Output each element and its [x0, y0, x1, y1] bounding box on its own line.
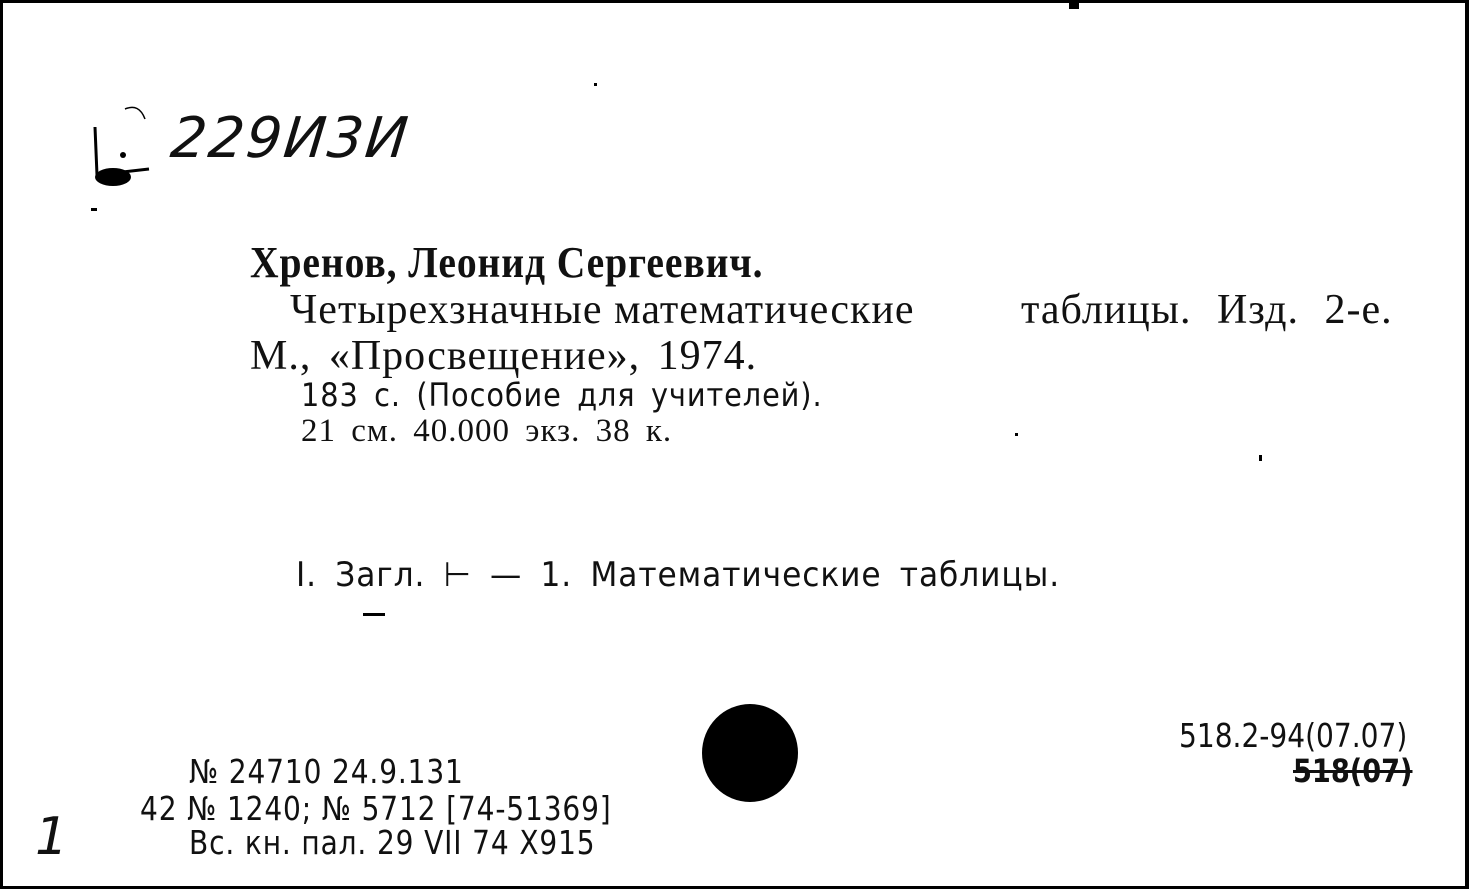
collation-line: 183 с. (Пособие для учителей).: [301, 376, 823, 414]
tracing-line: I. Загл. ⊢ — 1. Математические таблицы.: [296, 555, 1061, 595]
speck: [594, 83, 597, 86]
title-line: Четырехзначные математические: [290, 287, 915, 333]
order-number-line: № 24710 24.9.131: [189, 752, 464, 791]
punch-hole: [702, 704, 798, 802]
catalog-number: 229И3И: [167, 106, 413, 171]
title-continuation: таблицы. Изд. 2-е.: [1021, 287, 1393, 333]
speck: [1069, 3, 1079, 9]
speck: [91, 208, 97, 211]
udc-code-struck: 518(07): [1293, 752, 1413, 790]
author-heading: Хренов, Леонид Сергеевич.: [250, 238, 764, 287]
chamber-line: Вс. кн. пал. 29 VII 74 X915: [189, 823, 596, 862]
speck: [1015, 433, 1018, 436]
handwritten-mark: 1: [35, 807, 69, 867]
imprint-line: М., «Просвещение», 1974.: [250, 333, 758, 379]
registration-line: 42 № 1240; № 5712 [74-51369]: [140, 789, 612, 828]
size-print-run-line: 21 см. 40.000 экз. 38 к.: [301, 413, 673, 449]
speck: [1259, 455, 1262, 461]
udc-code: 518.2-94(07.07): [1179, 716, 1408, 755]
tracing-dash: [363, 613, 385, 616]
corner-mark-icon: [89, 99, 159, 189]
